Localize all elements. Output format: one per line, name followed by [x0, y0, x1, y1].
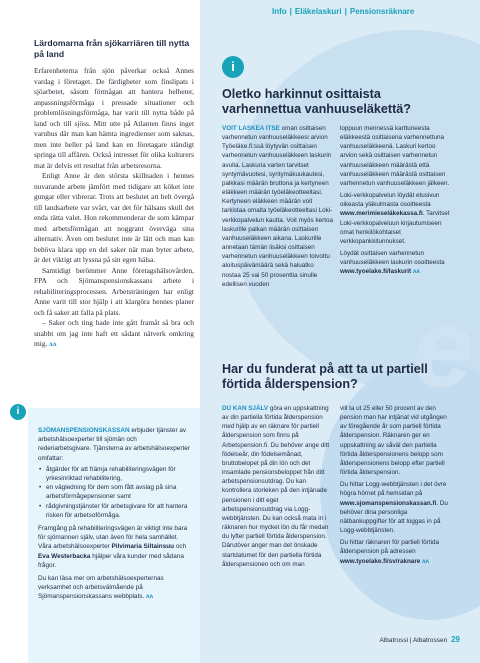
- end-mark-icon: ᴧᴧ: [412, 268, 420, 276]
- text-span: hjälper våra kunder med sådana frågor.: [38, 552, 184, 569]
- link-loki[interactable]: www.merimieseläkekassa.fi: [340, 210, 423, 218]
- publication-name: Albatrossi | Albatrossen: [379, 637, 448, 644]
- text-span: Framgång på rehabiliteringsvägen är viktigt inte bara för sjömannen själv, utan även för hela samhället. Våra arbetshälsoexperter: [38, 525, 188, 551]
- box-intro: erbjuder tjänster av arbetshälsoexperter till sjömän och rederiarbetsgivare. Tjänsterna av arbetshälsoexperter omfattar:: [38, 427, 190, 462]
- text-span: . Du behöver dina personliga nätbankuppgifter för att loggas in på Logg-webbtjänsten.: [340, 499, 448, 535]
- paragraph: [340, 191, 452, 246]
- paragraph: [340, 538, 452, 565]
- expert-name: Pilvimaria Siltainsuu: [111, 543, 175, 551]
- end-mark-icon: ᴧᴧ: [49, 339, 57, 348]
- article-title-sv: Har du funderat på att ta ut partiell förtida ålderspension?: [222, 362, 428, 391]
- text-span: Löydät osittaisen varhennetun vanhuuseläkkeen laskurin osoitteesta: [340, 250, 445, 267]
- paragraph: [340, 480, 452, 535]
- text-span: Loki-verkkopalvelun löydät etusivun oikeasta yläkulmasta osoitteesta: [340, 192, 440, 209]
- article-fi-col2: [340, 124, 452, 277]
- paragraph: loppuun mennessä karttuneesta eläkkeestä osittaisena varhennettuna vanhuuseläkkeenä. Laskuri kertoo arvion sekä osittaisen varhennetun vanhuuseläkkeen määrästä että vanhuuseläkkeen määrästä osittaisen varhennetun vanhuuseläkkeen jälkeen.: [340, 125, 450, 187]
- info-box: [28, 408, 200, 663]
- list-item: • åtgärder för att främja rehabiliteringsvägen för yrkesinriktad rehabilitering,: [38, 465, 190, 483]
- paragraph: Samtidigt berömmer Anne företagshälsovården, FPA och Sjömanspensionskassans arbete i rehabiliteringsprocessen. Arbetsträningen har enligt Anne varit till stor hjälp i att klargöra hennes planer och få saker att falla på plats.: [34, 265, 194, 317]
- decor-e-glyph: e: [412, 287, 474, 410]
- end-mark-icon: ᴧᴧ: [146, 593, 154, 601]
- page-footer: [379, 635, 460, 644]
- end-mark-icon: ᴧᴧ: [422, 557, 430, 565]
- box-paragraph: [38, 524, 190, 570]
- article-sv-col1: [222, 404, 334, 569]
- header-item: Eläkelaskuri: [294, 7, 342, 16]
- link-laskurit[interactable]: www.tyoelake.fi/laskurit: [340, 268, 412, 276]
- text-span: göra en uppskattning av din partiella förtida ålderspension med hjälp av en räknare för partiell ålderspension som finns på Arbetspension.fi. Du behöver ange ditt födelseår, din födelsemånad, bruttobelopet på din lön och det insamlade pensionsbeloppet från ditt arbetspensionsutdrag. Du kan kontrollera storleken på den intjänade pensionen i ditt eget arbetspensionsutdrag via Logg-webbtjänsten. Du kan också mata in i räknaren hur mycket lön du får medan du lyfter partiell förtida ålderspension. Därutöver anger man det önskade startdatumet för den partiella förtida ålderspensionen och om man: [222, 405, 330, 568]
- article-lead: DU KAN SJÄLV: [222, 405, 269, 412]
- paragraph: Enligt Anne är den största skillnaden i hennes nuvarande arbete jämfört med tidigare att köket inte gungar eller vibrerar. Trots att beslutet att helt övergå till landsarbete var svårt, var det för hälsans skull det enda rätta valet. Hon rekommenderar de som kämpar med arbetsförmågan att noggrant överväga sina alternativ. Även om beslutet inte är lätt och man kan behöva klara upp en del saker när man byter arbete, är det viktigt att lyssna på sin egen hälsa.: [34, 171, 194, 264]
- article-fi-col1: [222, 124, 334, 289]
- quote-text: – Saker och ting hade inte gått framåt så bra och snabbt om jag inte haft ett sådant nätverk omkring mig.: [34, 318, 194, 348]
- article-lead: VOIT LASKEA ITSE: [222, 125, 280, 132]
- article-sv-col2: [340, 404, 452, 566]
- link-raknare[interactable]: www.tyoelake.fi/sv/raknare: [340, 557, 421, 565]
- header-item: Info: [272, 7, 287, 16]
- section-header: [272, 7, 414, 16]
- info-icon: i: [10, 404, 26, 420]
- info-box-text: [38, 426, 190, 602]
- text-span: Du hittar Logg-webbtjänsten i det övre högra hörnet på hemsidan på: [340, 481, 447, 498]
- box-paragraph: [38, 574, 190, 602]
- link-logg[interactable]: www.sjomanspensionskassan.fi: [340, 499, 437, 507]
- paragraph: [34, 318, 194, 350]
- section-heading: Lärdomarna från sjökarriären till nytta på land: [34, 38, 190, 59]
- page-number: 29: [451, 635, 460, 644]
- header-item: Pensionsräknare: [349, 7, 415, 16]
- paragraph: Erfarenheterna från sjön påverkar också Annes vardag i företaget. De färdigheter som finslipats i sjöarbetet, såsom förmågan att hantera helheter, anpassningsförmåga i pressade situationer och problemlösningsförmåga, har varit till nytta både på land och till sjöss. Mitt utte på Atlanten finns inget varuhus där man kan hämta ingredienser som saknas, men inte heller på land kan en företagare ständigt springa till affären. Också intresset för olika kulturers mat är delvis ett resultat från arbetsresorna.: [34, 66, 194, 170]
- text-span: Du kan läsa mer om arbetshälsoexperternas verksamhet och arbetsvälmående på Sjömanspensionskassans webbplats.: [38, 575, 164, 601]
- box-lead: SJÖMANSPENSIONSKASSAN: [38, 427, 130, 434]
- text-span: oman osittaisen varhennetun vanhuuseläkkeesi arvion Työeläke.fi:ssä löytyvän osittaisen varhennetun vanhuuseläkkeen laskurin avulla. Laskuria varten tarvitset syntymävuotesi, syntymäkuukautesi, palkkasi määrän bruttona ja kertyneen eläkkeen määrän työeläkeotteeltasi. Kertyneen eläkkeen määrän voit tarkistaa omalta työeläkeotteeltasi Loki-verkkopalvelun kautta. Voit myös kertoa laskurille palkan määrän osittaisen vanhuuseläkkeen aikana. Laskurille annetaan tämän lisäksi osittaisen varhennetun vanhuuseläkkeen toivottu aloituspäivämäärä sekä haluatko nostaa 25 vai 50 prosenttia sinulle edellisen vuoden: [222, 125, 333, 288]
- info-icon: i: [222, 56, 244, 78]
- list-item: • rådgivningstjänster för arbetsgivare för att hantera risken för arbetsoförmåga.: [38, 502, 190, 520]
- service-list: [38, 465, 190, 520]
- expert-name: Eva Westerbacka: [38, 552, 91, 560]
- text-span: och: [174, 543, 187, 551]
- header-sep: |: [289, 7, 292, 16]
- text-span: Du hittar räknaren för partiell förtida ålderspension på adressen: [340, 539, 440, 556]
- article-title-fi: Oletko harkinnut osittaista varhennettua vanhuuseläkettä?: [222, 87, 411, 116]
- text-span: . Tarvitset Loki-verkkopalveluun kirjautumiseen omat henkilökohtaiset verkkopankkitunnukset.: [340, 210, 450, 245]
- header-sep: |: [344, 7, 347, 16]
- paragraph: vill ta ut 25 eller 50 procent av den pension man har intjänat vid utgången av föregående år som partiell förtida ålderspension. Räknaren ger en uppskattning av såväl den partiella förtida ålderspensionens belopp som ålderspensionens belopp efter partiell förtida ålderspension.: [340, 405, 447, 477]
- list-item: • en vägledning för dem som fått avslag på sina arbetsförmågepensioner samt: [38, 483, 190, 501]
- story-continuation: [34, 38, 194, 350]
- paragraph: [340, 249, 452, 276]
